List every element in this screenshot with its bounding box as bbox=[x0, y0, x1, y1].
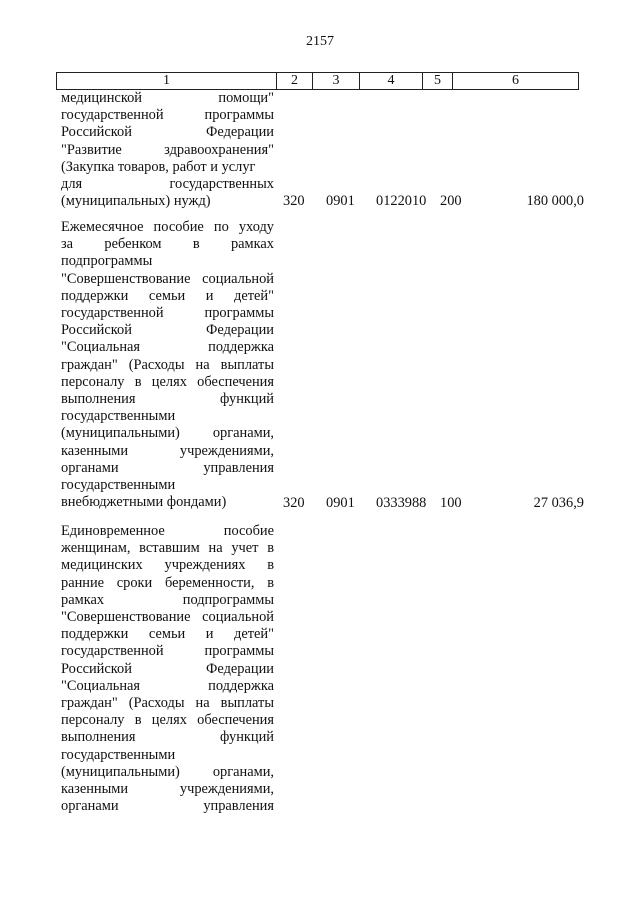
table-header bbox=[56, 72, 579, 90]
desc-line: (Закупка товаров, работ и услуг bbox=[61, 158, 256, 175]
desc-line: органами управления bbox=[61, 798, 274, 815]
header-col-3: 3 bbox=[313, 73, 360, 90]
desc-line: государственными bbox=[61, 408, 176, 425]
desc-line: персоналу в целях обеспечения bbox=[61, 712, 274, 729]
desc-line: (муниципальными) органами, bbox=[61, 425, 274, 442]
desc-line: "Совершенствование социальной bbox=[61, 609, 274, 626]
row-description bbox=[61, 90, 274, 210]
desc-line: государственными bbox=[61, 477, 176, 494]
desc-line: поддержки семьи и детей" bbox=[61, 287, 274, 304]
desc-line: граждан" (Расходы на выплаты bbox=[61, 356, 274, 373]
desc-line: (муниципальными) органами, bbox=[61, 763, 274, 780]
row-description bbox=[61, 219, 274, 511]
header-col-2: 2 bbox=[277, 73, 313, 90]
desc-line: выполнения функций bbox=[61, 729, 274, 746]
desc-line: Российской Федерации bbox=[61, 322, 274, 339]
desc-line: Российской Федерации bbox=[61, 124, 274, 141]
header-col-5: 5 bbox=[423, 73, 453, 90]
desc-line: "Совершенствование социальной bbox=[61, 270, 274, 287]
header-col-4: 4 bbox=[360, 73, 423, 90]
cell-section: 0901 bbox=[326, 495, 355, 511]
desc-line: органами управления bbox=[61, 459, 274, 476]
desc-line: государственной программы bbox=[61, 107, 274, 124]
desc-line: за ребенком в рамках bbox=[61, 236, 274, 253]
desc-line: выполнения функций bbox=[61, 391, 274, 408]
desc-line: рамках подпрограммы bbox=[61, 591, 274, 608]
header-col-6: 6 bbox=[453, 73, 579, 90]
desc-line: поддержки семьи и детей" bbox=[61, 626, 274, 643]
cell-expense-type: 200 bbox=[440, 193, 462, 209]
desc-line: "Социальная поддержка bbox=[61, 339, 274, 356]
cell-ministry: 320 bbox=[283, 193, 305, 209]
desc-line: персоналу в целях обеспечения bbox=[61, 373, 274, 390]
cell-target: 0122010 bbox=[376, 193, 427, 209]
cell-amount: 27 036,9 bbox=[533, 495, 584, 511]
desc-line: казенными учреждениями, bbox=[61, 781, 274, 798]
page-number: 2157 bbox=[306, 34, 334, 49]
desc-line: медицинской помощи" bbox=[61, 90, 274, 106]
desc-line: ранние сроки беременности, в bbox=[61, 574, 274, 591]
desc-line: подпрограммы bbox=[61, 253, 153, 270]
desc-line: государственной программы bbox=[61, 305, 274, 322]
desc-line: граждан" (Расходы на выплаты bbox=[61, 695, 274, 712]
cell-section: 0901 bbox=[326, 193, 355, 209]
cell-expense-type: 100 bbox=[440, 495, 462, 511]
desc-line: Единовременное пособие bbox=[61, 523, 274, 539]
desc-line: внебюджетными фондами) bbox=[61, 494, 227, 511]
cell-ministry: 320 bbox=[283, 495, 305, 511]
desc-line: государственной программы bbox=[61, 643, 274, 660]
desc-line: для государственных bbox=[61, 176, 274, 193]
desc-line: казенными учреждениями, bbox=[61, 442, 274, 459]
header-col-1: 1 bbox=[57, 73, 277, 90]
desc-line: Ежемесячное пособие по уходу bbox=[61, 219, 274, 235]
desc-line: медицинских учреждениях в bbox=[61, 557, 274, 574]
desc-line: государственными bbox=[61, 746, 176, 763]
desc-line: "Развитие здравоохранения" bbox=[61, 141, 274, 158]
desc-line: (муниципальных) нужд) bbox=[61, 193, 211, 210]
desc-line: "Социальная поддержка bbox=[61, 677, 274, 694]
cell-amount: 180 000,0 bbox=[526, 193, 584, 209]
desc-line: женщинам, вставшим на учет в bbox=[61, 540, 274, 557]
cell-target: 0333988 bbox=[376, 495, 427, 511]
row-description bbox=[61, 523, 274, 815]
desc-line: Российской Федерации bbox=[61, 660, 274, 677]
